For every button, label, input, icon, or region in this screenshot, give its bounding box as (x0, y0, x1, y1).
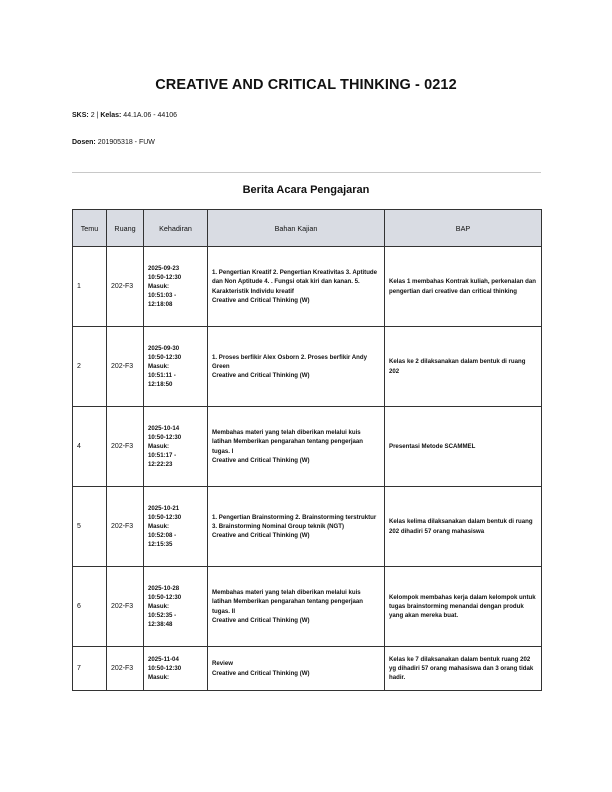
sks-label: SKS: (72, 112, 89, 119)
cell-kehadiran (144, 407, 208, 487)
bahan-text: Membahas materi yang telah diberikan melalui kuis latihan Memberikan pengarahan tentang pengerjaan tugas. I (212, 429, 364, 455)
cell-temu: 4 (73, 407, 107, 487)
course-meta (72, 112, 177, 119)
cell-ruang: 202-F3 (107, 487, 144, 567)
cell-ruang: 202-F3 (107, 407, 144, 487)
cell-bahan-kajian (208, 407, 385, 487)
cell-ruang: 202-F3 (107, 327, 144, 407)
kehadiran-in: 10:52:08 - (148, 532, 177, 540)
cell-kehadiran (144, 487, 208, 567)
bahan-course: Creative and Critical Thinking (W) (212, 532, 310, 540)
kehadiran-in: 10:52:35 - (148, 612, 177, 620)
cell-ruang: 202-F3 (107, 247, 144, 327)
kehadiran-in: 10:51:11 - (148, 372, 176, 380)
kehadiran-label: Masuk: (148, 602, 169, 610)
kehadiran-time: 10:50-12:30 (148, 353, 182, 361)
kehadiran-label: Masuk: (148, 674, 169, 682)
kelas-label: Kelas: (100, 112, 122, 119)
cell-bahan-kajian (208, 647, 385, 691)
kehadiran-out: 12:38:48 (148, 621, 173, 629)
cell-bahan-kajian (208, 567, 385, 647)
kehadiran-time: 10:50-12:30 (148, 513, 182, 521)
kehadiran-time: 10:50-12:30 (148, 593, 182, 601)
cell-ruang: 202-F3 (107, 567, 144, 647)
kehadiran-in: 10:51:17 - (148, 452, 177, 460)
cell-bahan-kajian (208, 327, 385, 407)
cell-bap: Kelas ke 7 dilaksanakan dalam bentuk ruang 202 yg dihadiri 57 orang mahasiswa dan 3 orang tidak hadir. (385, 647, 542, 691)
bahan-course: Creative and Critical Thinking (W) (212, 296, 310, 304)
kehadiran-out: 12:15:35 (148, 541, 173, 549)
section-title: Berita Acara Pengajaran (242, 184, 370, 196)
kehadiran-in: 10:51:03 - (148, 292, 177, 300)
column-header-ruang: Ruang (107, 210, 144, 247)
column-header-temu: Temu (73, 210, 107, 247)
kehadiran-date: 2025-10-21 (148, 504, 180, 512)
cell-bahan-kajian (208, 247, 385, 327)
bahan-course: Creative and Critical Thinking (W) (212, 616, 310, 624)
bahan-course: Creative and Critical Thinking (W) (212, 372, 310, 380)
column-header-kehadiran: Kehadiran (144, 210, 208, 247)
kehadiran-date: 2025-09-23 (148, 264, 180, 272)
cell-ruang: 202-F3 (107, 647, 144, 691)
table-row (73, 327, 542, 407)
kehadiran-time: 10:50-12:30 (148, 433, 182, 441)
cell-kehadiran (144, 247, 208, 327)
meta-separator: | (96, 112, 99, 119)
table-row (73, 647, 542, 691)
kehadiran-label: Masuk: (148, 522, 169, 530)
table-row (73, 407, 542, 487)
divider (72, 172, 541, 173)
kehadiran-date: 2025-10-14 (148, 424, 180, 432)
table-row (73, 247, 542, 327)
kehadiran-label: Masuk: (148, 282, 169, 290)
cell-temu: 7 (73, 647, 107, 691)
kehadiran-out: 12:18:08 (148, 301, 173, 309)
bahan-course: Creative and Critical Thinking (W) (212, 669, 310, 677)
kehadiran-label: Masuk: (148, 442, 169, 450)
kehadiran-date: 2025-11-04 (148, 655, 179, 663)
kehadiran-out: 12:18:50 (148, 381, 173, 389)
bahan-text: 1. Proses berfikir Alex Osborn 2. Proses berfikir Andy Green (212, 353, 367, 370)
cell-kehadiran (144, 647, 208, 691)
cell-temu: 2 (73, 327, 107, 407)
bahan-text: Membahas materi yang telah diberikan melalui kuis latihan Memberikan pengarahan tentang pengerjaan tugas. II (212, 589, 364, 615)
table-row (73, 567, 542, 647)
table-header-row (73, 210, 542, 247)
cell-temu: 6 (73, 567, 107, 647)
bahan-text: Review (212, 660, 234, 668)
bahan-text: 1. Pengertian Kreatif 2. Pengertian Kreativitas 3. Aptitude dan Non Aptitude 4. . Fungsi otak kiri dan kanan. 5. Karakteristik Individu kreatif (212, 269, 378, 295)
column-header-bahan-kajian: Bahan Kajian (208, 210, 385, 247)
table-row (73, 487, 542, 567)
kehadiran-out: 12:22:23 (148, 461, 173, 469)
dosen-value: 201905318 - FUW (97, 139, 155, 146)
cell-temu: 5 (73, 487, 107, 567)
cell-bap: Kelompok membahas kerja dalam kelompok untuk tugas brainstorming menandai dengan produk yang akan mereka buat. (385, 567, 542, 647)
bahan-text: 1. Pengertian Brainstorming 2. Brainstorming terstruktur 3. Brainstorming Nominal Group teknik (NGT) (212, 513, 377, 530)
cell-bap: Kelas 1 membahas Kontrak kuliah, perkenalan dan pengertian dari creative dan critical thinking (385, 247, 542, 327)
column-header-bap: BAP (385, 210, 542, 247)
bahan-course: Creative and Critical Thinking (W) (212, 456, 310, 464)
lecturer-meta (72, 139, 155, 146)
kehadiran-label: Masuk: (148, 362, 169, 370)
cell-kehadiran (144, 567, 208, 647)
dosen-label: Dosen: (72, 139, 96, 146)
cell-bahan-kajian (208, 487, 385, 567)
kehadiran-date: 2025-09-30 (148, 344, 180, 352)
kehadiran-date: 2025-10-28 (148, 584, 180, 592)
kehadiran-time: 10:50-12:30 (148, 664, 182, 672)
cell-bap: Kelas ke 2 dilaksanakan dalam bentuk di ruang 202 (385, 327, 542, 407)
kehadiran-time: 10:50-12:30 (148, 273, 182, 281)
course-title: CREATIVE AND CRITICAL THINKING - 0212 (155, 77, 457, 93)
kelas-value: 44.1A.06 - 44106 (123, 112, 178, 119)
sks-value: 2 (90, 112, 95, 119)
cell-bap: Presentasi Metode SCAMMEL (385, 407, 542, 487)
cell-bap: Kelas kelima dilaksanakan dalam bentuk di ruang 202 dihadiri 57 orang mahasiswa (385, 487, 542, 567)
cell-kehadiran (144, 327, 208, 407)
cell-temu: 1 (73, 247, 107, 327)
teaching-record-table (72, 209, 542, 691)
